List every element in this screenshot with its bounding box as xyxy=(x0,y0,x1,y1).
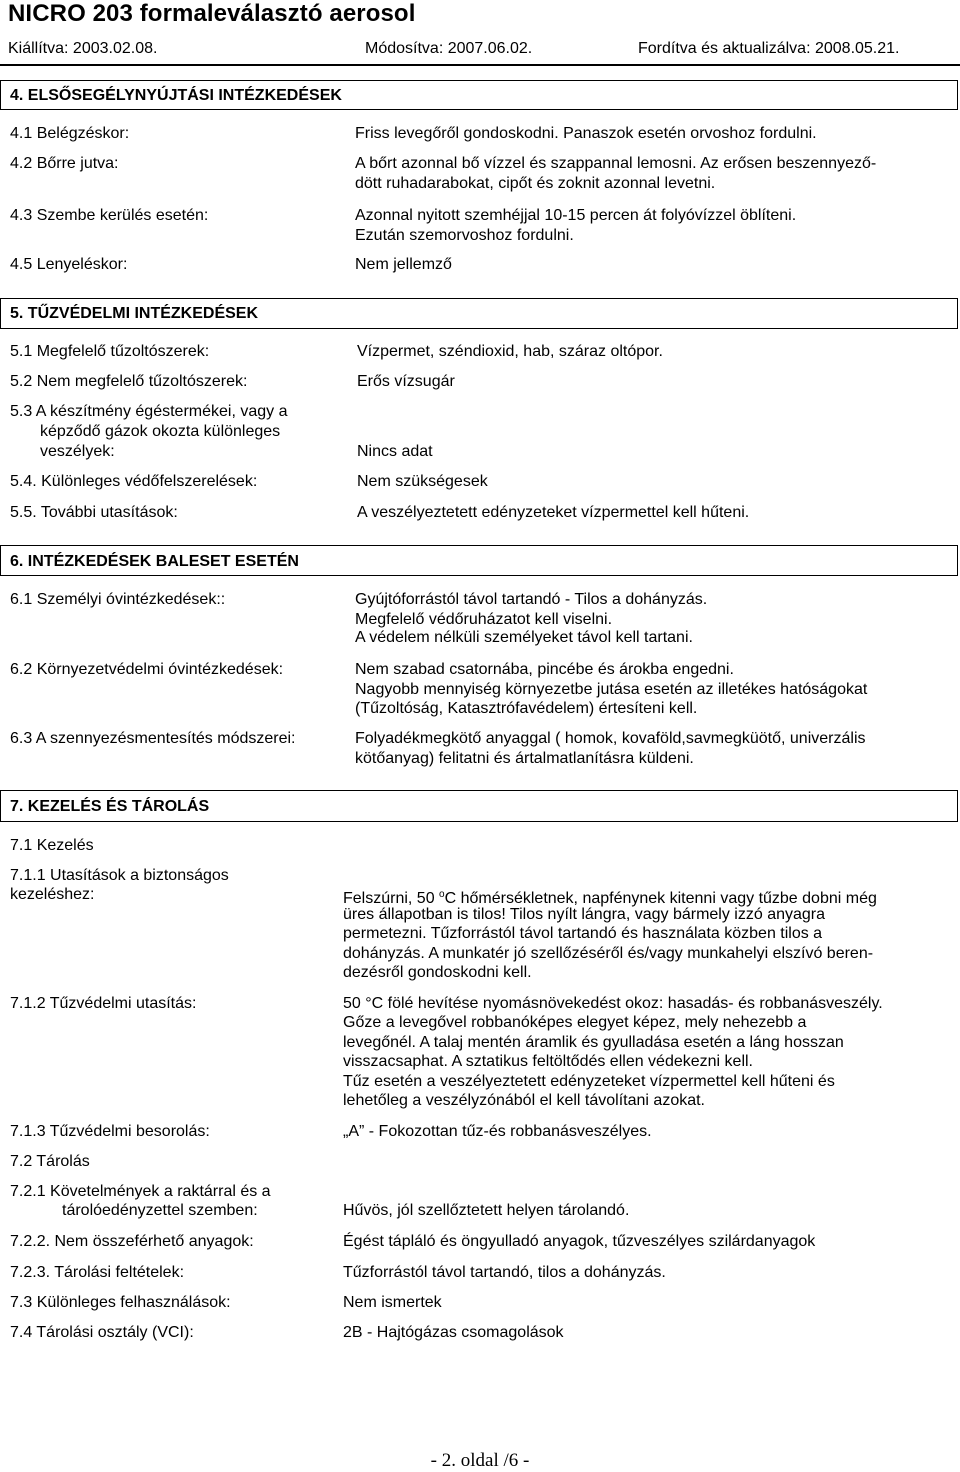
s7-713-value: „A” - Fokozottan tűz-és robbanásveszélyes. xyxy=(343,1123,652,1140)
s7-711-value-5: dezésről gondoskodni kell. xyxy=(343,964,532,981)
s5-unsuitable-label: 5.2 Nem megfelelő tűzoltószerek: xyxy=(10,373,248,390)
s4-ingestion-label: 4.5 Lenyeléskor: xyxy=(10,256,128,273)
s7-722-label: 7.2.2. Nem összeférhető anyagok: xyxy=(10,1233,254,1250)
s4-inhalation-value: Friss levegőről gondoskodni. Panaszok esetén orvoshoz fordulni. xyxy=(355,125,817,142)
s5-suitable-value: Vízpermet, széndioxid, hab, száraz oltópor. xyxy=(357,343,663,360)
document-title: NICRO 203 formaleválasztó aerosol xyxy=(8,0,416,27)
s7-73-label: 7.3 Különleges felhasználások: xyxy=(10,1294,231,1311)
s7-712-value-1: 50 °C fölé hevítése nyomásnövekedést okoz: hasadás- és robbanásveszély. xyxy=(343,995,883,1012)
s6-environment-value-2: Nagyobb mennyiség környezetbe jutása esetén az illetékes hatóságokat xyxy=(355,681,868,698)
section-4-title: 4. ELSŐSEGÉLYNYÚJTÁSI INTÉZKEDÉSEK xyxy=(10,87,342,104)
page-number: - 2. oldal /6 - xyxy=(430,1450,530,1471)
s4-skin-value-2: dött ruhadarabokat, cipőt és zoknit azonnal levetni. xyxy=(355,175,716,192)
s5-hazards-value: Nincs adat xyxy=(357,443,433,460)
s6-personal-value-3: A védelem nélküli személyeket távol kell tartani. xyxy=(355,629,693,646)
s7-722-value: Égést tápláló és öngyulladó anyagok, tűzveszélyes szilárdanyagok xyxy=(343,1233,816,1250)
s7-711-value-3: permetezni. Tűzforrástól távol tartandó és használata közben tilos a xyxy=(343,925,823,942)
s7-711-value-4: dohányzás. A munkatér jó szellőzéséről és/vagy munkahelyi elszívó beren- xyxy=(343,945,874,962)
s6-cleanup-label: 6.3 A szennyezésmentesítés módszerei: xyxy=(10,730,296,747)
s7-74-value: 2B - Hajtógázas csomagolások xyxy=(343,1324,564,1341)
s7-721-value: Hűvös, jól szellőztetett helyen tárolandó. xyxy=(343,1202,630,1219)
s5-equipment-label: 5.4. Különleges védőfelszerelések: xyxy=(10,473,258,490)
s4-skin-value-1: A bőrt azonnal bő vízzel és szappannal lemosni. Az erősen beszennyező- xyxy=(355,155,877,172)
s7-711-value-2: üres állapotban is tilos! Tilos nyílt lángra, vagy bármely izzó anyagra xyxy=(343,906,826,923)
s4-eye-label: 4.3 Szembe kerülés esetén: xyxy=(10,207,209,224)
s5-equipment-value: Nem szükségesek xyxy=(357,473,488,490)
s7-711-value-1: Felszúrni, 50 $^o$C hőmérsékletnek, napfénynek kitenni vagy tűzbe dobni még xyxy=(343,889,877,907)
section-7-title: 7. KEZELÉS ÉS TÁROLÁS xyxy=(10,798,210,815)
section-5-title: 5. TŰZVÉDELMI INTÉZKEDÉSEK xyxy=(10,305,259,322)
s7-storage-heading: 7.2 Tárolás xyxy=(10,1153,90,1170)
s6-environment-label: 6.2 Környezetvédelmi óvintézkedések: xyxy=(10,661,284,678)
s7-712-value-3: levegőnél. A talaj mentén áramlik és gyulladása esetén a láng hosszan xyxy=(343,1034,844,1051)
s6-personal-value-1: Gyújtóforrástól távol tartandó - Tilos a dohányzás. xyxy=(355,591,708,608)
s4-eye-value-1: Azonnal nyitott szemhéjjal 10-15 percen át folyóvízzel öblíteni. xyxy=(355,207,797,224)
s5-further-value: A veszélyeztetett edényzeteket vízpermettel kell hűteni. xyxy=(357,504,750,521)
issued-date: Kiállítva: 2003.02.08. xyxy=(8,40,158,57)
s7-711-label-1: 7.1.1 Utasítások a biztonságos xyxy=(10,867,229,884)
s7-712-value-5: Tűz esetén a veszélyeztetett edényzeteket vízpermettel kell hűteni és xyxy=(343,1073,835,1090)
s7-721-label-1: 7.2.1 Követelmények a raktárral és a xyxy=(10,1183,271,1200)
s4-eye-value-2: Ezután szemorvoshoz fordulni. xyxy=(355,227,574,244)
s7-713-label: 7.1.3 Tűzvédelmi besorolás: xyxy=(10,1123,210,1140)
section-6-title: 6. INTÉZKEDÉSEK BALESET ESETÉN xyxy=(10,553,299,570)
s6-cleanup-value-1: Folyadékmegkötő anyaggal ( homok, kovaföld,savmegküötő, univerzális xyxy=(355,730,866,747)
s5-hazards-label-1: 5.3 A készítmény égéstermékei, vagy a xyxy=(10,403,288,420)
s5-hazards-label-3: veszélyek: xyxy=(40,443,115,460)
header-divider xyxy=(0,64,960,66)
s7-721-label-2: tárolóedényzettel szemben: xyxy=(62,1202,258,1219)
s7-handling-heading: 7.1 Kezelés xyxy=(10,837,94,854)
s6-personal-label: 6.1 Személyi óvintézkedések:: xyxy=(10,591,226,608)
s4-skin-label: 4.2 Bőrre jutva: xyxy=(10,155,119,172)
s4-inhalation-label: 4.1 Belégzéskor: xyxy=(10,125,130,142)
s7-712-value-2: Gőze a levegővel robbanóképes elegyet képez, mely nehezebb a xyxy=(343,1014,807,1031)
s5-unsuitable-value: Erős vízsugár xyxy=(357,373,455,390)
s6-environment-value-1: Nem szabad csatornába, pincébe és árokba engedni. xyxy=(355,661,734,678)
s6-environment-value-3: (Tűzoltóság, Katasztrófavédelem) értesíteni kell. xyxy=(355,700,698,717)
s6-cleanup-value-2: kötőanyag) felitatni és ártalmatlanításra küldeni. xyxy=(355,750,694,767)
translated-date: Fordítva és aktualizálva: 2008.05.21. xyxy=(638,40,900,57)
s7-723-value: Tűzforrástól távol tartandó, tilos a dohányzás. xyxy=(343,1264,666,1281)
s7-712-value-4: visszacsaphat. A sztatikus feltöltődés ellen védekezni kell. xyxy=(343,1053,753,1070)
s7-712-label: 7.1.2 Tűzvédelmi utasítás: xyxy=(10,995,197,1012)
s4-ingestion-value: Nem jellemző xyxy=(355,256,452,273)
s5-suitable-label: 5.1 Megfelelő tűzoltószerek: xyxy=(10,343,210,360)
modified-date: Módosítva: 2007.06.02. xyxy=(365,40,533,57)
s7-74-label: 7.4 Tárolási osztály (VCI): xyxy=(10,1324,194,1341)
s7-711-label-2: kezeléshez: xyxy=(10,886,95,903)
s6-personal-value-2: Megfelelő védőruházatot kell viselni. xyxy=(355,611,613,628)
s5-further-label: 5.5. További utasítások: xyxy=(10,504,178,521)
s7-73-value: Nem ismertek xyxy=(343,1294,442,1311)
s5-hazards-label-2: képződő gázok okozta különleges xyxy=(40,423,281,440)
s7-712-value-6: lehetőleg a veszélyzónából el kell távolítani azokat. xyxy=(343,1092,705,1109)
s7-723-label: 7.2.3. Tárolási feltételek: xyxy=(10,1264,185,1281)
